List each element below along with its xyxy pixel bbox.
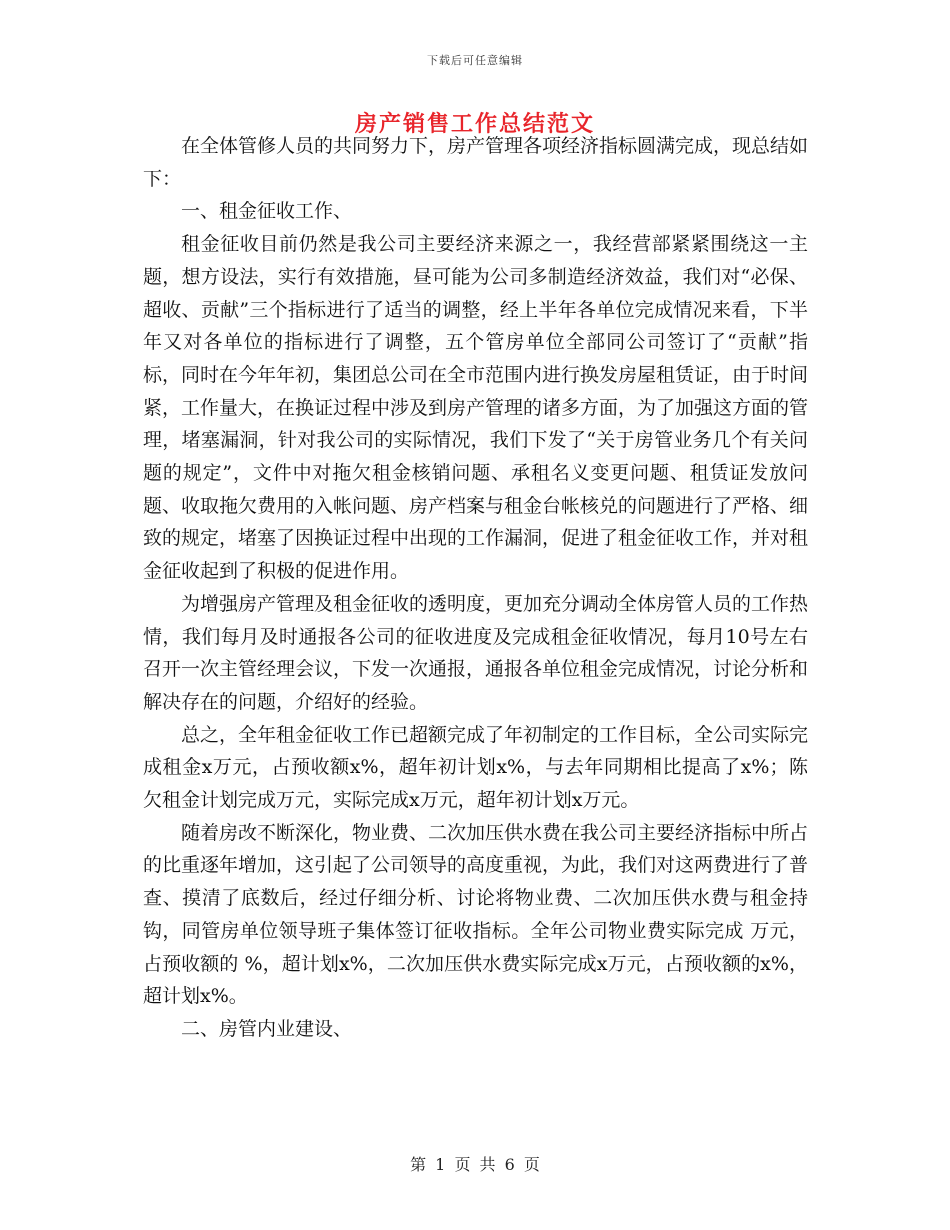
paragraph-property-fees: 随着房改不断深化，物业费、二次加压供水费在我公司主要经济指标中所占的比重逐年增加，这引起了公司领导的高度重视，为此，我们对这两费进行了普查、摸清了底数后，经过仔细分析、讨论将物业费、二次加压供水费与租金持钩，同管房单位领导班子集体签订征收指标。全年公司物业费实际完成 万元，占预收额的 %，超计划x%，二次加压供水费实际完成x万元，占预收额的x%，超计划x%。 xyxy=(143,821,809,1008)
page-header-note: 下载后可任意编辑 xyxy=(427,54,523,67)
paragraph-intro: 在全体管修人员的共同努力下，房产管理各项经济指标圆满完成，现总结如下： xyxy=(143,135,809,190)
paragraph-transparency: 为增强房产管理及租金征收的透明度，更加充分调动全体房管人员的工作热情，我们每月及时通报各公司的征收进度及完成租金征收情况，每月10号左右召开一次主管经理会议，下发一次通报，通报各单位租金完成情况，讨论分析和解决存在的问题，介绍好的经验。 xyxy=(143,592,809,713)
section-heading-rent-collection: 一、租金征收工作、 xyxy=(181,200,353,223)
paragraph-rent-collection: 租金征收目前仍然是我公司主要经济来源之一，我经营部紧紧围绕这一主题，想方设法，实行有效措施，昼可能为公司多制造经济效益，我们对“必保、超收、贡献”三个指标进行了适当的调整，经上半年各单位完成情况来看，下半年又对各单位的指标进行了调整，五个管房单位全部同公司签订了“贡献”指标，同时在今年年初，集团总公司在全市范围内进行换发房屋租赁证，由于时间紧，工作量大，在换证过程中涉及到房产管理的诸多方面，为了加强这方面的管理，堵塞漏洞，针对我公司的实际情况，我们下发了“关于房管业务几个有关问题的规定”，文件中对拖欠租金核销问题、承租名义变更问题、租赁证发放问题、收取拖欠费用的入帐问题、房产档案与租金台帐核兑的问题进行了严格、细致的规定，堵塞了因换证过程中出现的工作漏洞，促进了租金征收工作，并对租金征收起到了积极的促进作用。 xyxy=(143,233,809,583)
section-heading-internal-building: 二、房管内业建设、 xyxy=(181,1017,353,1040)
document-title: 房产销售工作总结范文 xyxy=(354,111,595,137)
page-number-footer: 第 1 页 共 6 页 xyxy=(410,1155,540,1174)
paragraph-summary: 总之，全年租金征收工作已超额完成了年初制定的工作目标，全公司实际完成租金x万元，占预收额x%，超年初计划x%，与去年同期相比提高了x%；陈欠租金计划完成万元，实际完成x万元，超年初计划x万元。 xyxy=(143,723,809,812)
document-body xyxy=(143,130,808,1046)
